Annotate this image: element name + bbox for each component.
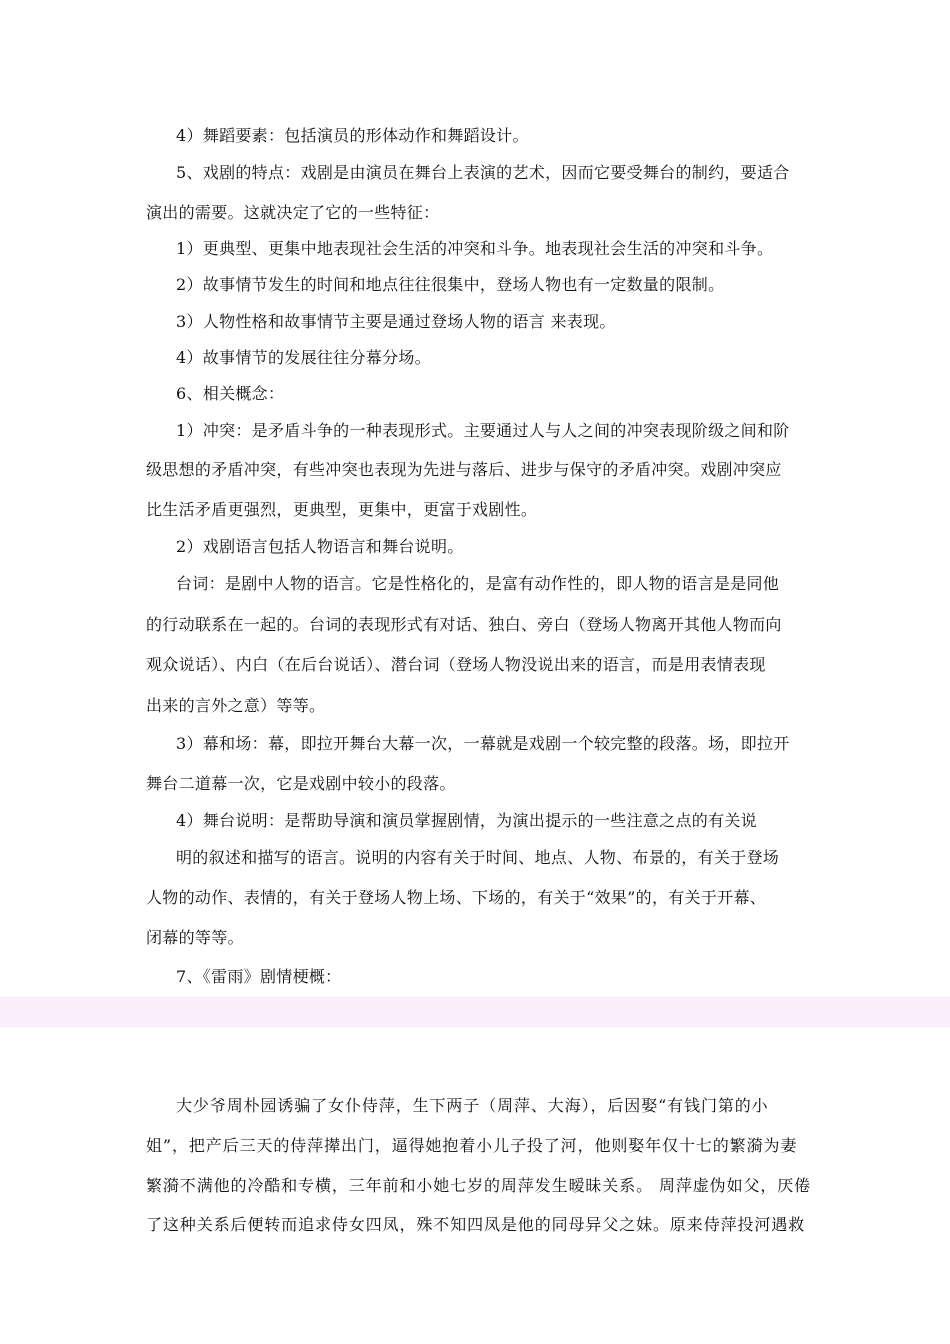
text-line: 级思想的矛盾冲突，有些冲突也表现为先进与落后、进步与保守的矛盾冲突。戏剧冲突应 [146,460,782,479]
text-line: 2）戏剧语言包括人物语言和舞台说明。 [176,537,464,556]
text-line: 演出的需要。这就决定了它的一些特征： [146,203,440,222]
text-line: 7、《雷雨》剧情梗概： [176,967,342,986]
text-line: 2）故事情节发生的时间和地点往往很集中，登场人物也有一定数量的限制。 [176,275,725,294]
text-line: 出来的言外之意）等等。 [146,696,326,715]
text-line: 4）舞蹈要素：包括演员的形体动作和舞蹈设计。 [176,126,529,145]
text-line: 比生活矛盾更强烈，更典型，更集中，更富于戏剧性。 [146,500,538,519]
text-line: 3）幕和场：幕，即拉开舞台大幕一次，一幕就是戏剧一个较完整的段落。场，即拉开 [176,734,790,753]
text-line: 4）故事情节的发展往往分幕分场。 [176,348,431,367]
text-line: 观众说话）、内白（在后台说话）、潜台词（登场人物没说出来的语言，而是用表情表现 [146,655,766,674]
text-line: 舞台二道幕一次，它是戏剧中较小的段落。 [146,774,456,793]
text-line: 1）更典型、更集中地表现社会生活的冲突和斗争。地表现社会生活的冲突和斗争。 [176,239,774,258]
text-line: 5、戏剧的特点：戏剧是由演员在舞台上表演的艺术，因而它要受舞台的制约，要适合 [176,163,790,182]
text-line: 了这种关系后便转而追求侍女四凤，殊不知四凤是他的同母异父之妹。原来侍萍投河遇救 [146,1215,806,1234]
text-line: 1）冲突：是矛盾斗争的一种表现形式。主要通过人与人之间的冲突表现阶级之间和阶 [176,421,790,440]
text-line: 的行动联系在一起的。台词的表现形式有对话、独白、旁白（登场人物离开其他人物而向 [146,615,782,634]
text-line: 明的叙述和描写的语言。说明的内容有关于时间、地点、人物、布景的，有关于登场 [176,848,780,867]
text-line: 人物的动作、表情的，有关于登场人物上场、下场的，有关于“效果”的，有关于开幕、 [146,888,767,907]
text-line: 姐”，把产后三天的侍萍撵出门，逼得她抱着小儿子投了河，他则娶年仅十七的繁漪为妻 [146,1136,798,1155]
text-line: 繁漪不满他的冷酷和专横，三年前和小她七岁的周萍发生暧昧关系。 周萍虚伪如父，厌倦 [146,1176,812,1195]
text-line: 4）舞台说明：是帮助导演和演员掌握剧情，为演出提示的一些注意之点的有关说 [176,811,757,830]
highlight-band [0,997,950,1027]
text-line: 台词：是剧中人物的语言。它是性格化的，是富有动作性的，即人物的语言是是同他 [176,574,780,593]
text-line: 3）人物性格和故事情节主要是通过登场人物的语言 来表现。 [176,312,616,331]
text-line: 大少爷周朴园诱骗了女仆侍萍，生下两子（周萍、大海），后因娶“有钱门第的小 [176,1096,769,1115]
text-line: 6、相关概念： [176,384,285,403]
text-line: 闭幕的等等。 [146,928,244,947]
